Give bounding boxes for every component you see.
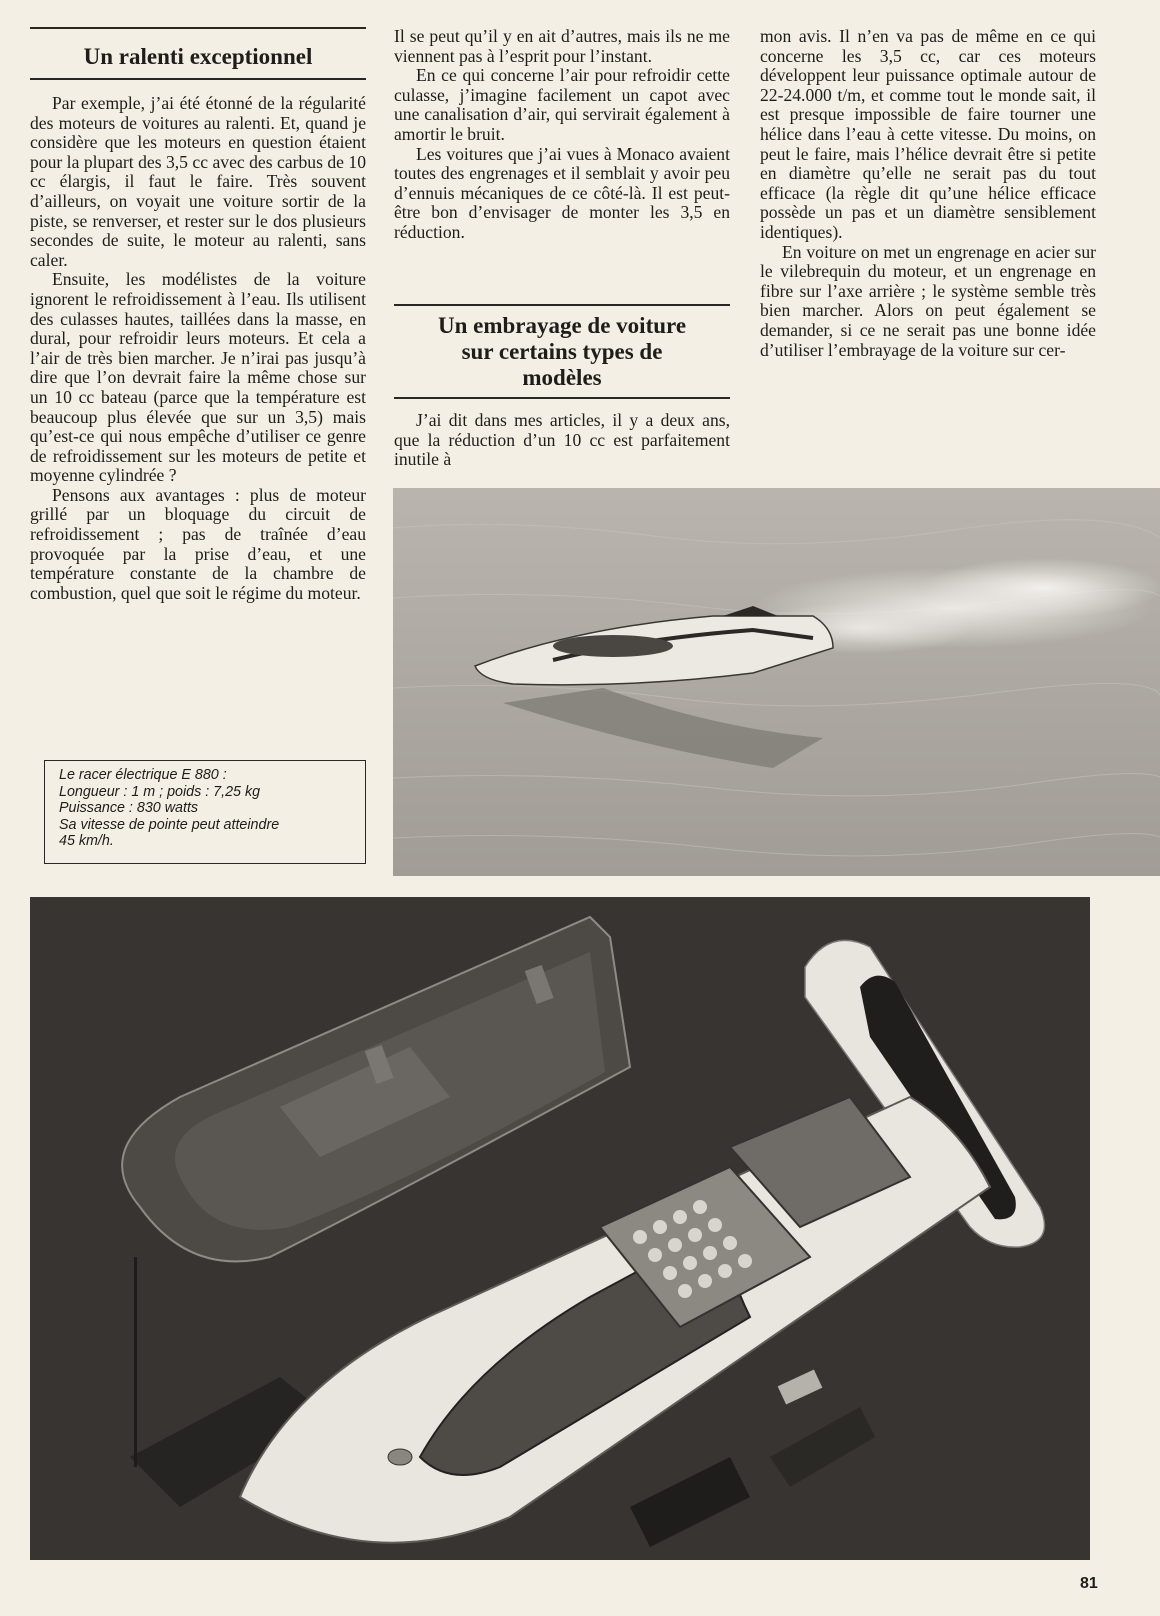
column-2-text-bottom xyxy=(394,411,730,470)
caption-line: Le racer électrique E 880 : xyxy=(59,767,227,783)
caption-line: Sa vitesse de pointe peut atteindre xyxy=(59,816,280,833)
column-2-text-top xyxy=(394,27,730,243)
paragraph: Il se peut qu’il y en ait d’autres, mais ils ne me viennent pas à l’esprit pour l’instant. xyxy=(394,26,730,66)
paragraph: En ce qui concerne l’air pour refroidir cette culasse, j’imagine facilement un capot avec une canalisation d’air, qui servirait également à amortir le bruit. xyxy=(394,65,730,144)
caption-line: Puissance : 830 watts xyxy=(59,800,199,817)
heading-embrayage: Un embrayage de voiture sur certains types de modèles xyxy=(437,313,687,390)
paragraph: Pensons aux avantages : plus de moteur grillé par un bloquage du circuit de refroidissement ; pas de traînée d’eau provoquée par la prise d’eau, et une température constante de la chambre de combustion, quel que soit le régime du moteur. xyxy=(30,484,366,603)
paragraph: En voiture on met un engrenage en acier sur le vilebrequin du moteur, et un engrenage en fibre sur l’axe arrière ; le système semble très bien marcher. Alors on peut également se demander, si ce ne serait pas une bonne idée d’utiliser l’embrayage de la voiture sur cer- xyxy=(760,241,1096,360)
paragraph: Ensuite, les modélistes de la voiture ignorent le refroidissement à l’eau. Ils utilisent des culasses hautes, taillées dans la masse, en dural, pour refroidir leurs moteurs. Et cela a l’air de très bien marcher. Je n’irai pas jusqu’à dire que l’on devrait faire la même chose sur un 10 cc bateau (parce que la température est beaucoup plus élevée que sur un 3,5) mais qu’est-ce qui nous empêche d’utiliser ce genre de refroidissement sur les moteurs de petite et moyenne cylindrée ? xyxy=(30,269,366,486)
column-3-text xyxy=(760,27,1096,360)
photo-racer-on-water xyxy=(393,488,1160,876)
caption-line: 45 km/h. xyxy=(59,833,114,850)
paragraph: Les voitures que j’ai vues à Monaco avaient toutes des engrenages et il semblait y avoir peu d’ennuis mécaniques de ce côté-là. Il est peut-être bon d’envisager de monter les 3,5 en réduction. xyxy=(394,143,730,242)
rule-col1-heading xyxy=(30,78,366,80)
photo-boat-and-case xyxy=(30,897,1090,1560)
caption-line: Longueur : 1 m ; poids : 7,25 kg xyxy=(59,783,261,800)
column-1-text xyxy=(30,94,366,603)
page-number: 81 xyxy=(1080,1575,1098,1592)
paragraph: Par exemple, j’ai été étonné de la régularité des moteurs de voitures au ralenti. Et, quand je considère que les moteurs en question étaient pour la plupart des 3,5 cc avec des carbus de 10 cc élargis, il faut le faire. Très souvent d’ailleurs, on voyait une voiture sortir de la piste, se renverser, et rester sur le dos plusieurs secondes de suite, le moteur au ralenti, sans caler. xyxy=(30,93,366,270)
photo-caption xyxy=(44,760,366,864)
rule-col2-heading-bottom xyxy=(394,397,730,399)
rule-top-col1 xyxy=(30,27,366,29)
boat-and-case-illustration xyxy=(30,897,1090,1560)
paragraph: mon avis. Il n’en va pas de même en ce qui concerne les 3,5 cc, car ces moteurs développent leur puissance optimale autour de 22-24.000 t/m, et comme tout le monde sait, il est presque impossible de faire tourner une hélice dans l’eau à cette vitesse. Du moins, on peut le faire, mais l’hélice devrait être si petite en diamètre qu’elle ne serait pas du tout efficace (la règle dit qu’une hélice efficace possède un pas et un diamètre sensiblement identiques). xyxy=(760,26,1096,242)
rule-col2-heading-top xyxy=(394,304,730,306)
heading-ralenti: Un ralenti exceptionnel xyxy=(83,44,313,69)
racer-on-water-illustration xyxy=(393,488,1160,876)
paragraph: J’ai dit dans mes articles, il y a deux ans, que la réduction d’un 10 cc est parfaitement inutile à xyxy=(394,410,730,470)
